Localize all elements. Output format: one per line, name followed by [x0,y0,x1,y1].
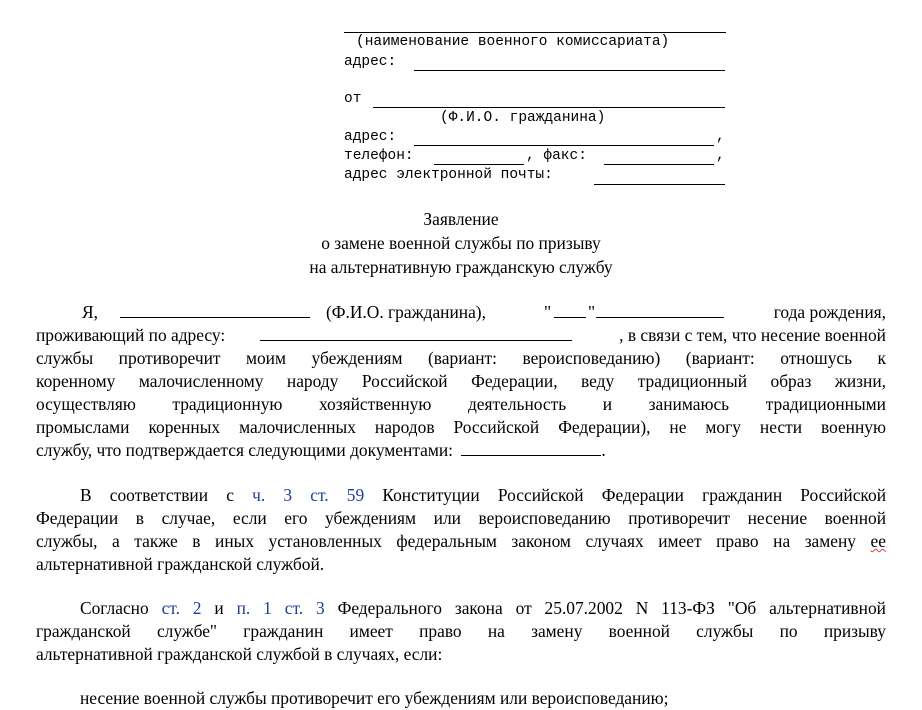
from-label: от [344,91,362,107]
p3-line-2: гражданской службе" гражданин имеет право на замену военной службы по призыву [36,621,886,641]
address-label: адрес: [344,54,397,70]
p3-according: Согласно [80,598,149,618]
title-line-3: на альтернативную гражданскую службу [309,257,613,277]
link-law-article-2[interactable]: ст. 2 [161,598,202,618]
p2-constitution: Конституции Российской Федерации гражданин Российской [382,485,887,505]
address2-blank [414,130,714,146]
p4-line-1: несение военной службы противоречит его убеждениям или вероисповеданию; [80,688,669,708]
phone-label: телефон: [344,148,414,164]
p3-and: и [214,598,224,618]
link-law-article-3[interactable]: п. 1 ст. 3 [236,598,325,618]
p1-quote-open: " [544,302,552,322]
p3-law: Федерального закона от 25.07.2002 N 113-ФЗ "Об альтернативной [337,598,886,618]
link-constitution-article[interactable]: ч. 3 ст. 59 [252,485,365,505]
email-blank [594,168,725,185]
p1-line-4: коренному малочисленному народу Российской Федерации, веду традиционный образ жизни, [36,371,886,391]
p2-line-4: альтернативной гражданской службой. [36,554,325,574]
p2-line-2: Федерации в случае, если его убеждениям или вероисповеданию противоречит несение военной [36,508,886,528]
fio-caption: (Ф.И.О. гражданина) [440,110,606,126]
p1-day-blank [554,301,586,318]
from-blank [373,92,725,108]
p1-fio-blank [120,301,310,318]
p1-documents: службу, что подтверждается следующими документами: [36,440,453,460]
phone-blank [434,149,524,165]
fax-comma: , [716,148,725,164]
p2-according: В соответствии с [80,485,234,505]
p3-line-3: альтернативной гражданской службой в случаях, если: [36,644,443,664]
p1-period: . [601,440,606,460]
email-label: адрес электронной почты: [344,167,553,183]
address2-comma: , [716,129,725,145]
title-line-2: о замене военной службы по призыву [321,233,601,253]
p1-line-7 [36,439,886,462]
fax-label: , факс: [526,148,587,164]
p1-line-5: осуществляю традиционную хозяйственную деятельность и занимаюсь традиционными [36,394,886,414]
commissariat-line [344,20,726,33]
p1-quote-close: " [588,302,596,322]
p2-spellcheck-word: ее [870,531,886,551]
p1-month-blank [596,301,724,318]
p1-i: Я, [82,302,98,322]
commissariat-caption: (наименование военного комиссариата) [356,34,670,50]
fax-blank [604,149,714,165]
address-blank [414,55,725,71]
title-line-1: Заявление [423,209,499,229]
p1-because: , в связи с тем, что несение военной [619,325,886,345]
p1-documents-blank [461,439,601,456]
p2-line-3 [36,530,886,553]
p1-address-blank [260,324,572,341]
p1-line-3: службы противоречит моим убеждениям (вариант: вероисповеданию) (вариант: отношусь к [36,348,886,368]
p1-residing: проживающий по адресу: [36,325,226,345]
p2-line-1 [80,484,886,507]
p1-birth-year: года рождения, [773,302,886,322]
p3-line-1 [80,597,886,620]
p2-line-3-text: службы, а также в иных установленных федеральным законом случаях имеет право на замену [36,531,857,551]
p1-line-6: промыслами коренных малочисленных народов Российской Федерации), не могу нести военную [36,417,886,437]
address2-label: адрес: [344,129,397,145]
p1-fio-caption: (Ф.И.О. гражданина), [326,302,486,322]
